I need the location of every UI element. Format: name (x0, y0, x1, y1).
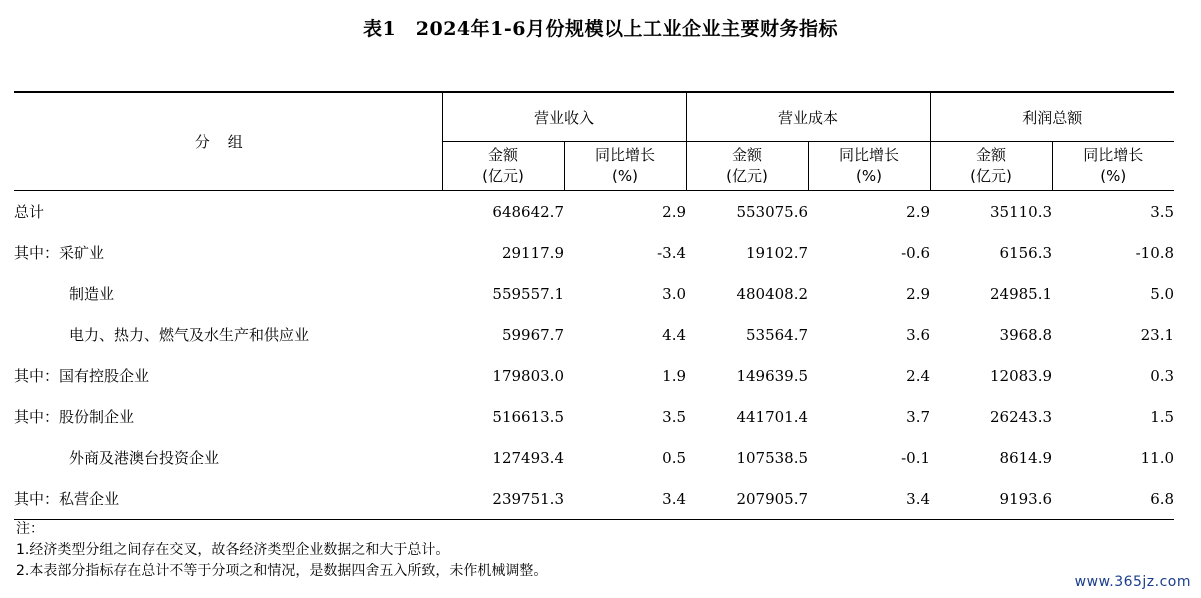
cell-value: 29117.9 (501, 243, 564, 262)
cell-value: 3.5 (662, 407, 687, 426)
cell-value: 8614.9 (999, 448, 1053, 467)
table-body (14, 191, 1174, 520)
cell-value: 23.1 (1140, 325, 1175, 344)
revenue-growth-header (564, 142, 686, 191)
section-header-cost: 营业成本 (686, 92, 930, 142)
amount-label: 金额 (487, 146, 518, 164)
row-label: 制造业 (69, 285, 115, 303)
section-header-revenue: 营业收入 (442, 92, 686, 142)
cost-growth-header (808, 142, 930, 191)
amount-label: 金额 (976, 146, 1007, 164)
cell-value: 26243.3 (990, 407, 1053, 426)
section-header-profit: 利润总额 (930, 92, 1174, 142)
cell-value: -0.1 (901, 448, 931, 467)
row-label: 外商及港澳台投资企业 (69, 449, 220, 467)
cell-value: 480408.2 (736, 284, 809, 303)
amount-unit: (亿元) (482, 167, 524, 185)
cell-value: 24985.1 (990, 284, 1053, 303)
cell-value: 9193.6 (930, 478, 1052, 520)
cell-value: 53564.7 (745, 325, 809, 344)
cell-value: 3.0 (662, 284, 687, 303)
cell-value: 3.4 (564, 478, 686, 520)
cell-value: 207905.7 (686, 478, 808, 520)
growth-label: 同比增长 (595, 146, 656, 164)
cell-value: 6.8 (1052, 478, 1174, 520)
cell-value: 3.5 (1150, 202, 1175, 221)
table-row (14, 314, 1174, 355)
table-row (14, 396, 1174, 437)
cell-value: 559557.1 (492, 284, 564, 303)
cell-value: 5.0 (1150, 284, 1175, 303)
cell-value: 516613.5 (492, 407, 564, 426)
cell-value: 1.9 (662, 366, 687, 385)
cell-value: 2.9 (906, 284, 931, 303)
cell-value: 4.4 (662, 325, 687, 344)
cell-value: -10.8 (1135, 243, 1175, 262)
cell-value: 2.4 (906, 366, 931, 385)
cell-value: 19102.7 (745, 243, 809, 262)
profit-growth-header (1052, 142, 1174, 191)
cell-value: 3.6 (906, 325, 931, 344)
cell-value: 0.3 (1150, 366, 1175, 385)
cell-value: 127493.4 (492, 448, 564, 467)
notes (16, 519, 547, 582)
watermark-text: www.365jz.com (1074, 574, 1191, 590)
growth-label: 同比增长 (839, 146, 900, 164)
row-label: 其中：私营企业 (14, 478, 442, 520)
table-row (14, 191, 1174, 233)
profit-amount-header (930, 142, 1052, 191)
cell-value: 2.9 (906, 202, 931, 221)
table-row (14, 478, 1174, 520)
cell-value: 59967.7 (501, 325, 564, 344)
table-row (14, 232, 1174, 273)
table-row (14, 355, 1174, 396)
growth-unit: (%) (856, 167, 882, 185)
table-row (14, 437, 1174, 478)
cell-value: 239751.3 (442, 478, 564, 520)
group-header: 分组 (14, 92, 442, 191)
row-label: 其中：股份制企业 (14, 408, 135, 426)
amount-unit: (亿元) (726, 167, 768, 185)
cell-value: 107538.5 (736, 448, 809, 467)
note-2: 2.本表部分指标存在总计不等于分项之和情况，是数据四舍五入所致，未作机械调整。 (16, 563, 548, 579)
cell-value: 149639.5 (736, 366, 809, 385)
revenue-amount-header (442, 142, 564, 191)
cell-value: 179803.0 (492, 366, 564, 385)
cell-value: -3.4 (657, 243, 687, 262)
notes-heading: 注： (16, 521, 44, 537)
cell-value: 35110.3 (990, 202, 1053, 221)
cell-value: 648642.7 (492, 202, 564, 221)
cell-value: 11.0 (1140, 448, 1175, 467)
growth-unit: (%) (612, 167, 638, 185)
cell-value: 1.5 (1150, 407, 1175, 426)
amount-unit: (亿元) (970, 167, 1012, 185)
growth-unit: (%) (1100, 167, 1127, 185)
cell-value: 6156.3 (999, 243, 1053, 262)
growth-label: 同比增长 (1083, 146, 1144, 164)
cell-value: -0.6 (901, 243, 931, 262)
cell-value: 441701.4 (736, 407, 809, 426)
table-title: 表1 2024年1-6月份规模以上工业企业主要财务指标 (363, 18, 838, 40)
cell-value: 3.7 (906, 407, 931, 426)
cell-value: 553075.6 (736, 202, 809, 221)
cell-value: 3.4 (808, 478, 930, 520)
cell-value: 3968.8 (999, 325, 1053, 344)
cost-amount-header (686, 142, 808, 191)
amount-label: 金额 (732, 146, 763, 164)
row-label: 其中：国有控股企业 (14, 367, 150, 385)
cell-value: 12083.9 (990, 366, 1053, 385)
row-label: 总计 (14, 203, 45, 221)
note-1: 1.经济类型分组之间存在交叉，故各经济类型企业数据之和大于总计。 (16, 542, 450, 558)
cell-value: 0.5 (662, 448, 687, 467)
table-row (14, 273, 1174, 314)
row-label: 电力、热力、燃气及水生产和供应业 (69, 326, 310, 344)
row-label: 其中：采矿业 (14, 244, 105, 262)
cell-value: 2.9 (662, 202, 687, 221)
financial-indicators-table (14, 91, 1174, 520)
